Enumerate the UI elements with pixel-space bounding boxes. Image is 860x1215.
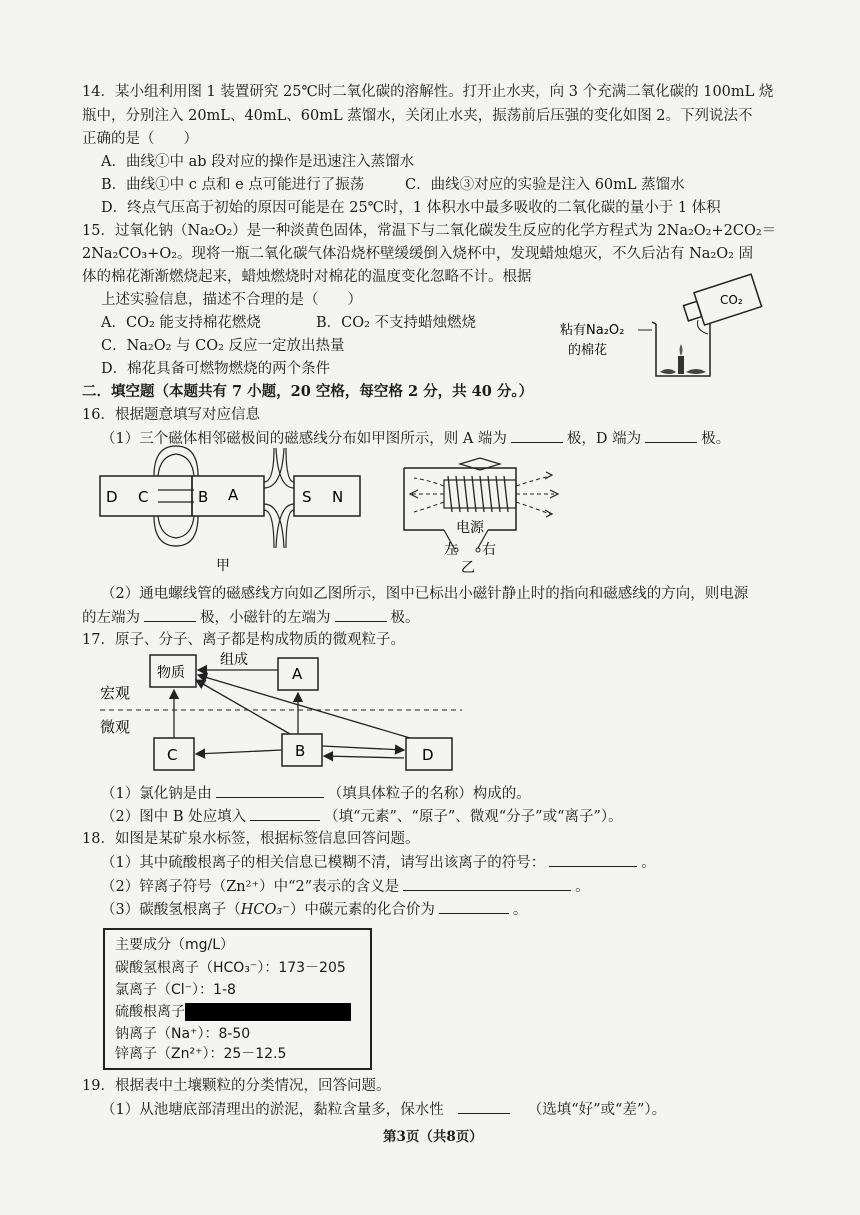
label-zinc: 锌离子（Zn²⁺）：25－12.5 — [115, 1046, 287, 1062]
q18-part3 — [101, 899, 527, 920]
q18-blank-sulfate[interactable] — [549, 852, 637, 867]
label-sulfate-text: 硫酸根离子 — [115, 1004, 185, 1020]
q17-part1 — [101, 783, 531, 804]
q17-p1-text: （1）氯化钠是由 — [101, 786, 212, 802]
field-lines-as — [264, 448, 294, 548]
q16-p1-text3: 极。 — [701, 431, 731, 447]
q17-blank-particle[interactable] — [216, 783, 324, 798]
q16-blank-power-left[interactable] — [144, 607, 196, 622]
co2-beaker-figure — [560, 272, 770, 384]
q16-part2-line2 — [82, 607, 420, 628]
q16-part2-line1: （2）通电螺线管的磁感线方向如乙图所示，图中已标出小磁针静止时的指向和磁感线的方向，则电源 — [101, 586, 749, 602]
q16-blank-a-pole[interactable] — [511, 428, 563, 443]
q18-part2 — [101, 876, 590, 897]
cotton — [660, 369, 676, 374]
q15-line1: 15．过氧化钠（Na₂O₂）是一种淡黄色固体，常温下与二氧化碳发生反应的化学方程式为 2Na₂O₂+2CO₂＝ — [82, 223, 777, 239]
label-chloride: 氯离子（Cl⁻）：1-8 — [115, 982, 236, 998]
q18-p3-text: （3）碳酸氢根离子（ — [101, 902, 241, 918]
box-c-label: C — [167, 746, 178, 764]
q15-line3: 体的棉花渐渐燃烧起来，蜡烛燃烧时对棉花的温度变化忽略不计。根据 — [82, 269, 532, 285]
q16-p2-text: 的左端为 — [82, 610, 140, 626]
q15-option-c: C．Na₂O₂ 与 CO₂ 反应一定放出热量 — [101, 338, 345, 354]
q18-blank-valence[interactable] — [439, 899, 509, 914]
section-2-heading: 二．填空题（本题共有 7 小题，20 空格，每空格 2 分，共 40 分。） — [82, 383, 534, 400]
q17-blank-b[interactable] — [250, 806, 320, 821]
pole-b: B — [198, 488, 209, 506]
solenoid-figure-yi — [398, 452, 573, 574]
q14-line3: 正确的是（ ） — [82, 131, 198, 147]
q16-title: 16．根据题意填写对应信息 — [82, 407, 260, 423]
co2-bottle-label: CO₂ — [720, 293, 743, 307]
q18-p1-text: （1）其中硫酸根离子的相关信息已模糊不清，请写出该离子的符号： — [101, 855, 546, 871]
q18-p3-ion: HCO₃⁻ — [240, 902, 290, 918]
particle-relation-diagram — [100, 650, 470, 776]
box-a-label: A — [292, 665, 303, 683]
q18-p1-end: 。 — [641, 855, 656, 871]
q19-p1-text: （1）从池塘底部清理出的淤泥，黏粒含量多，保水性 — [101, 1102, 444, 1118]
q15-option-b: B．CO₂ 不支持蜡烛燃烧 — [316, 315, 477, 331]
micro-label: 微观 — [100, 718, 131, 736]
figure-jia-caption: 甲 — [216, 558, 230, 574]
q14-line1: 14．某小组利用图 1 装置研究 25℃时二氧化碳的溶解性。打开止水夹，向 3 个充满二氧化碳的 100mL 烧 — [82, 84, 774, 100]
q18-p3-end: 。 — [512, 902, 528, 918]
pole-c: C — [138, 488, 149, 506]
q16-p1-text2: 极，D 端为 — [566, 431, 642, 447]
pole-n: N — [332, 488, 344, 506]
label-bicarbonate: 碳酸氢根离子（HCO₃⁻）：173－205 — [115, 960, 346, 976]
q16-p1-text: （1）三个磁体相邻磁极间的磁感线分布如甲图所示，则 A 端为 — [101, 431, 507, 447]
q14-option-c: C．曲线③对应的实验是注入 60mL 蒸馏水 — [405, 177, 685, 193]
mineral-water-label — [103, 928, 372, 1070]
q15-option-d: D．棉花具备可燃物燃烧的两个条件 — [101, 361, 331, 377]
pole-a: A — [228, 486, 239, 504]
power-right-label: 右 — [482, 542, 496, 558]
box-matter-label: 物质 — [157, 665, 185, 681]
label-sodium: 钠离子（Na⁺）：8-50 — [115, 1026, 251, 1042]
q16-p2-text3: 极。 — [390, 610, 420, 626]
q18-p2-end: 。 — [575, 879, 590, 895]
q17-p1-text2: （填具体粒子的名称）构成的。 — [327, 786, 531, 802]
box-d-label: D — [422, 746, 434, 764]
q19-part1 — [101, 1099, 666, 1120]
pole-d: D — [106, 488, 118, 506]
macro-label: 宏观 — [100, 684, 131, 702]
q16-p2-text2: 极，小磁针的左端为 — [200, 610, 331, 626]
magnet-field-figure-jia — [96, 444, 366, 576]
candle-flame — [680, 344, 683, 356]
q17-title: 17．原子、分子、离子都是构成物质的微观粒子。 — [82, 632, 405, 648]
compose-label: 组成 — [220, 652, 248, 668]
q17-p2-text: （2）图中 B 处应填入 — [101, 809, 247, 825]
q16-blank-needle-left[interactable] — [335, 607, 387, 622]
q14-option-a: A．曲线①中 ab 段对应的操作是迅速注入蒸馏水 — [101, 154, 415, 170]
solenoid-coil — [448, 476, 508, 512]
q17-p2-text2: （填“元素”、“原子”、微观“分子”或“离子”）。 — [324, 809, 623, 825]
q18-p3-text2: ）中碳元素的化合价为 — [289, 902, 435, 918]
q19-p1-text2: （选填“好”或“差”）。 — [527, 1102, 667, 1118]
q18-part1 — [101, 852, 656, 873]
label-title: 主要成分（mg/L） — [115, 937, 235, 953]
q18-blank-zinc-meaning[interactable] — [403, 876, 571, 891]
q15-option-a: A．CO₂ 能支持棉花燃烧 — [101, 315, 261, 331]
q14-line2: 瓶中，分别注入 20mL、40mL、60mL 蒸馏水，关闭止水夹，振荡前后压强的变化如图 2。下列说法不 — [82, 108, 753, 124]
q15-line2: 2Na₂CO₃+O₂。现将一瓶二氧化碳气体沿烧杯壁缓缓倒入烧杯中，发现蜡烛熄灭，不久后沾有 Na₂O₂ 固 — [82, 246, 754, 262]
box-b-label: B — [295, 742, 306, 760]
cotton-label-line1: 粘有Na₂O₂ — [560, 323, 625, 338]
q14-option-d: D．终点气压高于初始的原因可能是在 25℃时，1 体积水中最多吸收的二氧化碳的量小于 1 体积 — [101, 200, 721, 216]
q15-line4: 上述实验信息，描述不合理的是（ ） — [101, 292, 362, 308]
pole-s: S — [302, 488, 312, 506]
label-sulfate-obscured — [185, 1003, 351, 1021]
candle — [678, 356, 684, 374]
q19-blank-water-retention[interactable] — [458, 1099, 510, 1114]
q18-p2-text: （2）锌离子符号（Zn²⁺）中“2”表示的含义是 — [101, 879, 400, 895]
q18-title: 18．如图是某矿泉水标签，根据标签信息回答问题。 — [82, 831, 420, 847]
q17-part2 — [101, 806, 623, 827]
q19-title: 19．根据表中土壤颗粒的分类情况，回答问题。 — [82, 1078, 391, 1094]
figure-yi-caption: 乙 — [461, 560, 475, 574]
cotton-label-line2: 的棉花 — [568, 343, 608, 358]
power-source-label: 电源 — [456, 520, 484, 536]
q14-option-b: B．曲线①中 c 点和 e 点可能进行了振荡 — [101, 177, 365, 193]
label-sulfate — [115, 1002, 351, 1022]
power-left-label: 左 — [444, 542, 458, 558]
page-footer: 第3页（共8页） — [383, 1129, 483, 1145]
q16-blank-d-pole[interactable] — [645, 428, 697, 443]
